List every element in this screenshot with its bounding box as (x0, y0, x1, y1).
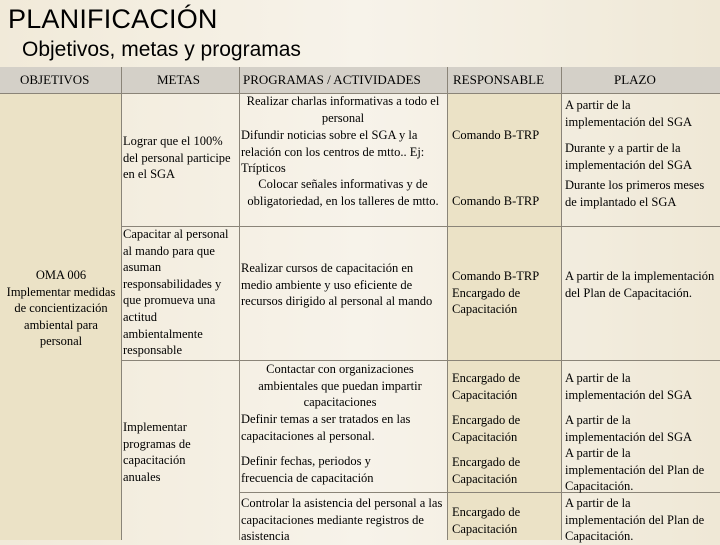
responsable-cell: Comando B-TRP (452, 128, 540, 142)
programa-cell: Realizar cursos de capacitación en medio ambiente y uso eficiente de recursos dirigido al personal al mando (241, 261, 433, 309)
page-title: PLANIFICACIÓN (8, 4, 218, 34)
column-divider (121, 67, 122, 540)
programa-cell: Difundir noticias sobre el SGA y la relación con los centros de mtto.. Ej: Trípticos (241, 128, 425, 176)
responsable-cell: Encargado de Capacitación (452, 371, 521, 402)
plazo-cell: A partir de la implementación del SGA (565, 371, 693, 402)
column-divider (447, 67, 448, 540)
meta-cell: Lograr que el 100% del personal participe en el SGA (123, 134, 231, 182)
plazo-cell: A partir de la implementación del Plan de Capacitación. (565, 446, 705, 494)
responsable-cell: Encargado de Capacitación (452, 413, 521, 444)
responsable-cell: Encargado de Capacitación (452, 455, 521, 486)
header-programas: PROGRAMAS / ACTIVIDADES (243, 72, 421, 87)
responsable-cell: Comando B-TRP Encargado de Capacitación (452, 269, 539, 317)
programa-cell: Definir temas a ser tratados en las capacitaciones al personal. (241, 412, 411, 443)
header-plazo: PLAZO (614, 72, 656, 87)
programa-cell: Definir fechas, periodos y frecuencia de capacitación (241, 454, 374, 485)
objetivo-cell: OMA 006 Implementar medidas de concientización ambiental para personal (6, 268, 116, 349)
plazo-cell: Durante y a partir de la implementación del SGA (565, 141, 693, 172)
plazo-cell: A partir de la implementación del Plan de Capacitación. (565, 269, 715, 300)
plazo-cell: A partir de la implementación del SGA (565, 98, 693, 129)
responsable-cell: Comando B-TRP (452, 194, 540, 208)
programa-cell: Colocar señales informativas y de obligatoriedad, en los talleres de mtto. (247, 177, 439, 208)
header-objetivos: OBJETIVOS (20, 72, 90, 87)
plazo-cell: A partir de la implementación del Plan de Capacitación. (565, 496, 705, 544)
programa-cell: Realizar charlas informativas a todo el personal (246, 94, 440, 125)
programa-cell: Contactar con organizaciones ambientales que puedan impartir capacitaciones (258, 362, 422, 410)
column-divider (561, 67, 562, 540)
column-divider (239, 67, 240, 540)
meta-cell: Capacitar al personal al mando para que asuman responsabilidades y que promueva una actitud ambientalmente responsable (123, 227, 229, 358)
header-metas: METAS (157, 72, 201, 87)
page-subtitle: Objetivos, metas y programas (22, 38, 301, 61)
responsable-cell: Encargado de Capacitación (452, 505, 521, 536)
meta-cell: Implementar programas de capacitación anuales (123, 420, 191, 484)
header-responsable: RESPONSABLE (453, 72, 545, 87)
plazo-cell: A partir de la implementación del SGA (565, 413, 693, 444)
programa-cell: Controlar la asistencia del personal a las capacitaciones mediante registros de asistencia (241, 496, 443, 544)
plazo-cell: Durante los primeros meses de implantado el SGA (565, 178, 705, 209)
